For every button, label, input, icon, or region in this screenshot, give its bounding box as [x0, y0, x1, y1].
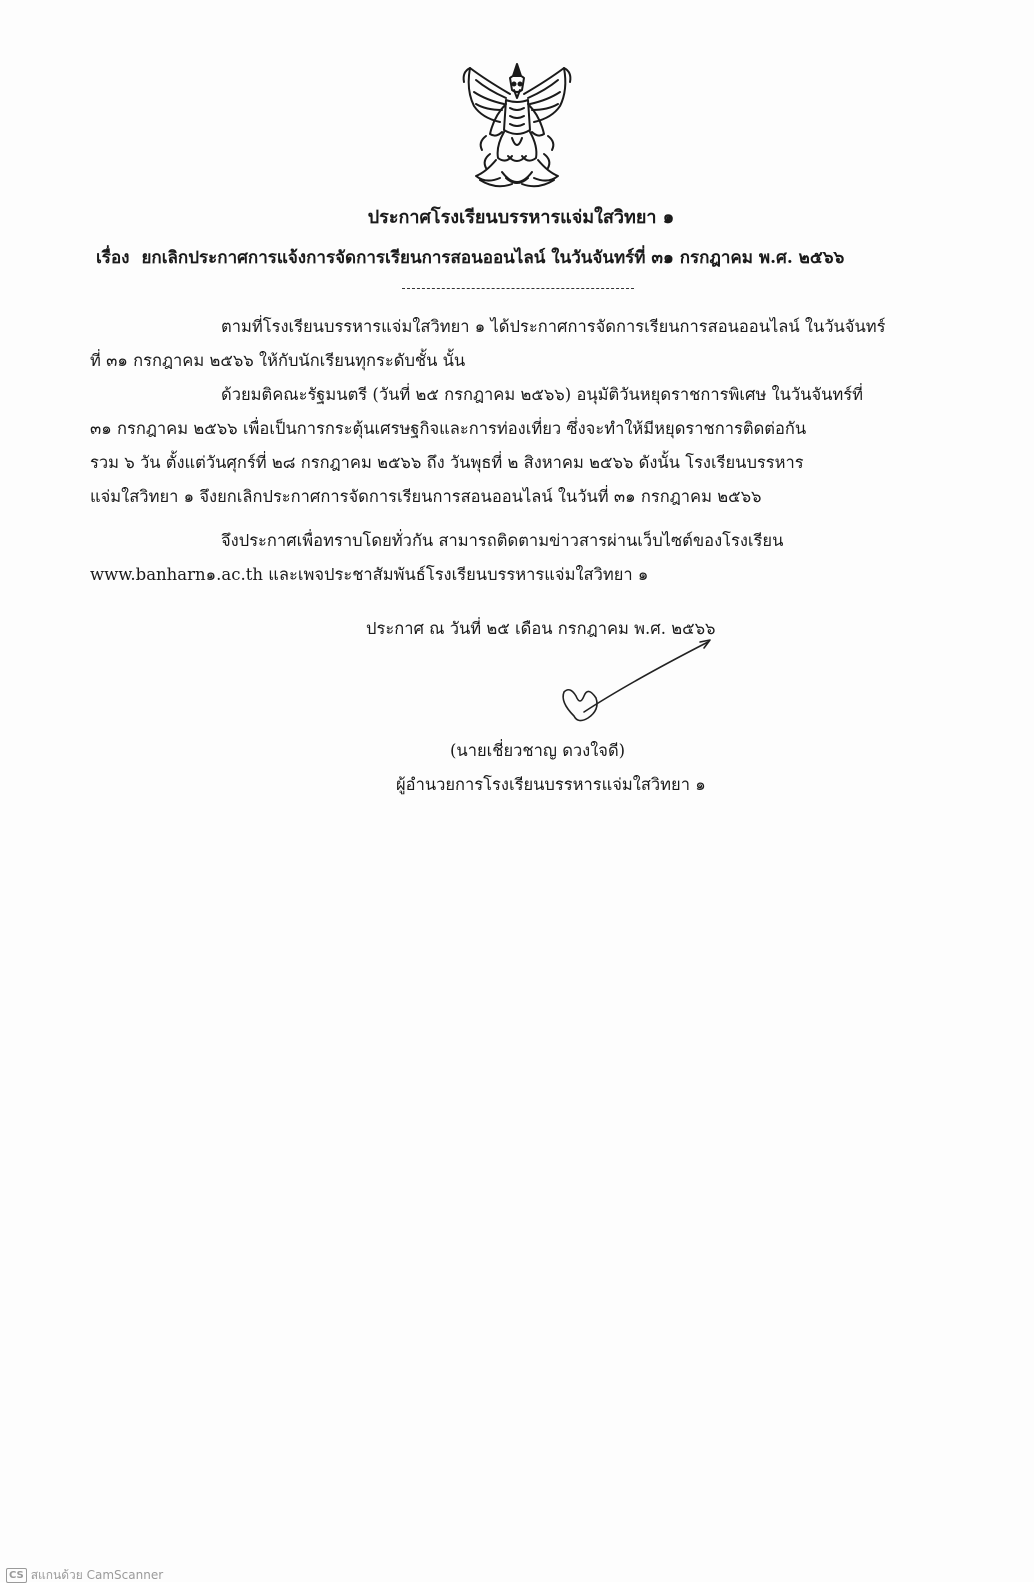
announcement-subject: [96, 246, 996, 270]
body-p2-line3: รวม ๖ วัน ตั้งแต่วันศุกร์ที่ ๒๘ กรกฎาคม ๒๕๖๖ ถึง วันพุธที่ ๒ สิงหาคม ๒๕๖๖ ดังนั้น โรงเรียนบรรหาร: [90, 453, 804, 472]
camscanner-text: สแกนด้วย CamScanner: [30, 1568, 164, 1582]
signer-name: (นายเชี่ยวชาญ ดวงใจดี): [450, 741, 626, 760]
body-p2-line2: ๓๑ กรกฎาคม ๒๕๖๖ เพื่อเป็นการกระตุ้นเศรษฐกิจและการท่องเที่ยว ซึ่งจะทำให้มีหยุดราชการติดต่อกัน: [90, 419, 807, 438]
announcement-date: ประกาศ ณ วันที่ ๒๕ เดือน กรกฎาคม พ.ศ. ๒๕๖๖: [366, 619, 716, 638]
title-divider: [402, 288, 634, 289]
garuda-emblem-icon: [456, 60, 578, 196]
announcement-title: ประกาศโรงเรียนบรรหารแจ่มใสวิทยา ๑: [367, 207, 675, 228]
subject-text: ยกเลิกประกาศการแจ้งการจัดการเรียนการสอนออนไลน์ ในวันจันทร์ที่ ๓๑ กรกฎาคม พ.ศ. ๒๕๖๖: [141, 248, 845, 268]
subject-label: เรื่อง: [96, 248, 130, 268]
signer-position: ผู้อำนวยการโรงเรียนบรรหารแจ่มใสวิทยา ๑: [396, 775, 706, 794]
body-p2-line4: แจ่มใสวิทยา ๑ จึงยกเลิกประกาศการจัดการเรียนการสอนออนไลน์ ในวันที่ ๓๑ กรกฎาคม ๒๕๖๖: [90, 487, 762, 506]
body-p3-line2: www.banharn๑.ac.th และเพจประชาสัมพันธ์โรงเรียนบรรหารแจ่มใสวิทยา ๑: [90, 565, 649, 584]
camscanner-icon: CS: [6, 1568, 27, 1583]
body-p1-line2: ที่ ๓๑ กรกฎาคม ๒๕๖๖ ให้กับนักเรียนทุกระดับชั้น นั้น: [90, 351, 466, 370]
camscanner-watermark: [6, 1566, 163, 1585]
body-p1-line1: ตามที่โรงเรียนบรรหารแจ่มใสวิทยา ๑ ได้ประกาศการจัดการเรียนการสอนออนไลน์ ในวันจันทร์: [221, 317, 886, 336]
body-p2-line1: ด้วยมติคณะรัฐมนตรี (วันที่ ๒๕ กรกฎาคม ๒๕๖๖) อนุมัติวันหยุดราชการพิเศษ ในวันจันทร์ที่: [221, 385, 864, 404]
body-p3-line1: จึงประกาศเพื่อทราบโดยทั่วกัน สามารถติดตามข่าวสารผ่านเว็บไซต์ของโรงเรียน: [221, 531, 784, 550]
handwritten-signature: [540, 636, 720, 736]
